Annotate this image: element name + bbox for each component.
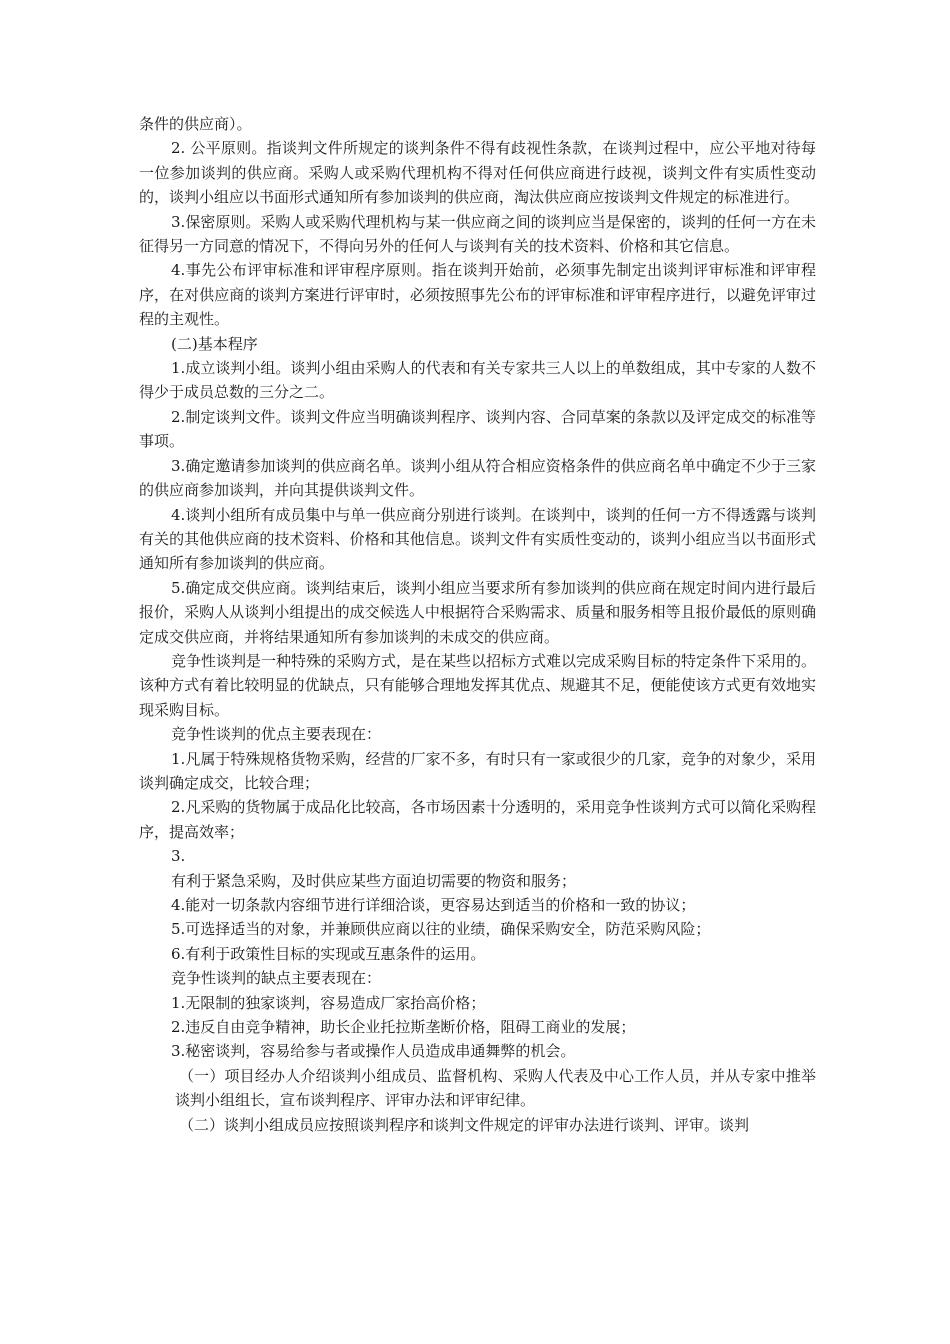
heading-advantages: 竞争性谈判的优点主要表现在： bbox=[171, 725, 382, 744]
paragraph-competitive-negotiation-intro: 竞争性谈判是一种特殊的采购方式，是在某些以招标方式难以完成采购目标的特定条件下采用的。该种方式有着比较明显的优缺点，只有能够合理地发挥其优点、规避其不足，便能使该方式更有效地实现采购目标。 bbox=[139, 651, 817, 719]
disadvantage-item-3: 3.秘密谈判，容易给参与者或操作人员造成串通舞弊的机会。 bbox=[171, 1042, 576, 1061]
paragraph-procedure-2: 2.制定谈判文件。谈判文件应当明确谈判程序、谈判内容、合同草案的条款以及评定成交的标准等事项。 bbox=[139, 407, 816, 451]
section-heading-basic-procedure: (二)基本程序 bbox=[171, 334, 258, 353]
document-body bbox=[139, 112, 816, 1137]
advantage-item-3-number: 3. bbox=[171, 847, 186, 866]
paragraph-procedure-5: 5.确定成交供应商。谈判结束后，谈判小组应当要求所有参加谈判的供应商在规定时间内进行最后报价，采购人从谈判小组提出的成交候选人中根据符合采购需求、质量和服务相等且报价最低的原则确定成交供应商，并将结果通知所有参加谈判的未成交的供应商。 bbox=[139, 578, 816, 646]
disadvantage-item-2: 2.违反自由竞争精神，助长企业托拉斯垄断价格，阻碍工商业的发展； bbox=[171, 1018, 636, 1037]
paragraph-step-one: （一）项目经办人介绍谈判小组成员、监督机构、采购人代表及中心工作人员，并从专家中推举谈判小组组长，宣布谈判程序、评审办法和评审纪律。 bbox=[175, 1066, 816, 1110]
paragraph-step-two: （二）谈判小组成员应按照谈判程序和谈判文件规定的评审办法进行谈判、评审。谈判 bbox=[179, 1115, 750, 1134]
advantage-item-1: 1.凡属于特殊规格货物采购，经营的厂家不多，有时只有一家或很少的几家，竞争的对象少，采用谈判确定成交，比较合理； bbox=[139, 749, 816, 792]
advantage-item-4: 4.能对一切条款内容细节进行详细洽谈，更容易达到适当的价格和一致的协议； bbox=[171, 896, 696, 914]
paragraph-publish-standards-principle: 4.事先公布评审标准和评审程序原则。指在谈判开始前，必须事先制定出谈判评审标准和评审程序，在对供应商的谈判方案进行评审时，必须按照事先公布的评审标准和评审程序进行，以避免评审过程的主观性。 bbox=[139, 261, 816, 329]
advantage-item-5: 5.可选择适当的对象，并兼顾供应商以往的业绩，确保采购安全，防范采购风险； bbox=[171, 920, 711, 939]
paragraph-confidentiality-principle: 3.保密原则。采购人或采购代理机构与某一供应商之间的谈判应当是保密的，谈判的任何一方在未征得另一方同意的情况下，不得向另外的任何人与谈判有关的技术资料、价格和其它信息。 bbox=[139, 212, 816, 256]
heading-disadvantages: 竞争性谈判的缺点主要表现在： bbox=[171, 969, 382, 988]
advantage-item-2: 2.凡采购的货物属于成品化比较高，各市场因素十分透明的，采用竞争性谈判方式可以简化采购程序，提高效率； bbox=[139, 798, 816, 841]
advantage-item-3-text: 有利于紧急采购，及时供应某些方面迫切需要的物资和服务； bbox=[171, 871, 577, 890]
advantage-item-6: 6.有利于政策性目标的实现或互惠条件的运用。 bbox=[171, 944, 486, 963]
paragraph-procedure-1: 1.成立谈判小组。谈判小组由采购人的代表和有关专家共三人以上的单数组成，其中专家的人数不得少于成员总数的三分之二。 bbox=[139, 359, 816, 402]
paragraph-procedure-4: 4.谈判小组所有成员集中与单一供应商分别进行谈判。在谈判中，谈判的任何一方不得透露与谈判有关的其他供应商的技术资料、价格和其他信息。谈判文件有实质性变动的，谈判小组应当以书面形式通知所有参加谈判的供应商。 bbox=[139, 505, 816, 573]
paragraph-fairness-principle: 2. 公平原则。指谈判文件所规定的谈判条件不得有歧视性条款，在谈判过程中，应公平地对待每一位参加谈判的供应商。采购人或采购代理机构不得对任何供应商进行歧视，谈判文件有实质性变动的，谈判小组应以书面形式通知所有参加谈判的供应商，淘汰供应商应按谈判文件规定的标准进行。 bbox=[139, 139, 816, 207]
paragraph-procedure-3: 3.确定邀请参加谈判的供应商名单。谈判小组从符合相应资格条件的供应商名单中确定不少于三家的供应商参加谈判，并向其提供谈判文件。 bbox=[139, 456, 816, 500]
paragraph-continuation: 条件的供应商）。 bbox=[139, 115, 252, 133]
disadvantage-item-1: 1.无限制的独家谈判，容易造成厂家抬高价格； bbox=[171, 993, 486, 1012]
